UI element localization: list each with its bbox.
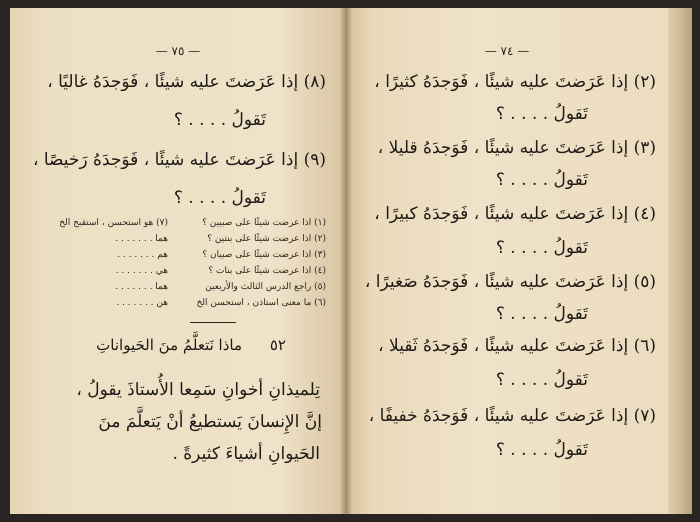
exercise-answer-line: تَقولُ . . . . ؟ <box>495 104 588 124</box>
exercise-answer-line: تَقولُ . . . . ؟ <box>495 170 588 190</box>
exercise-answer-line: تَقولُ . . . . ؟ <box>495 304 588 324</box>
table-question: (٦) ما معنى استاذن ، استحسن الخ <box>196 298 326 308</box>
exercise-line: (٦) إذا عَرَضتَ عليه شيئًا ، فَوَجدَهُ ثَقيلا ، <box>378 336 656 356</box>
exercise-line: (٤) إذا عَرَضتَ عليه شيئًا ، فَوَجدَهُ كبيرًا ، <box>374 204 656 224</box>
table-question: (٣) اذا عرضت شيئًا على صبيان ؟ <box>202 250 326 260</box>
table-answer: هي . . . . . . . <box>115 266 168 276</box>
table-answer: هما . . . . . . . <box>115 282 168 292</box>
table-question: (٥) راجع الدرس الثالث والأربعين <box>205 282 326 292</box>
exercise-line: (٣) إذا عَرَضتَ عليه شيئًا ، فَوَجدَهُ قليلا ، <box>377 138 656 158</box>
book-spine <box>340 8 352 514</box>
paragraph-line: الحَيوانِ أشياءَ كثيرةً . <box>172 444 320 464</box>
exercise-line: (٧) إذا عَرَضتَ عليه شيئًا ، فَوَجدَهُ خفيفًا ، <box>368 406 656 426</box>
exercise-line: (٥) إذا عَرَضتَ عليه شيئًا ، فَوَجدَهُ صَغيرًا ، <box>364 272 656 292</box>
table-answer: هم . . . . . . . <box>117 250 168 260</box>
paragraph-line: إنَّ الإِنسانَ يَستطيعُ أنْ يَتعلَّمَ منَ <box>98 412 322 432</box>
exercise-line: (٢) إذا عَرَضتَ عليه شيئًا ، فَوَجدَهُ كثيرًا ، <box>374 72 656 92</box>
book-edge <box>668 8 692 514</box>
exercise-table-row <box>26 282 326 296</box>
right-page <box>346 8 668 514</box>
table-answer: هما . . . . . . . <box>115 234 168 244</box>
lesson-number: ٥٢ <box>269 336 286 354</box>
left-page <box>10 8 346 514</box>
exercise-line: (٩) إذا عَرَضتَ عليه شيئًا ، فَوَجدَهُ رَخيصًا ، <box>32 150 326 170</box>
exercise-answer-line: تَقولُ . . . . ؟ <box>495 370 588 390</box>
table-answer: هن . . . . . . . <box>116 298 168 308</box>
table-answer: (٧) هو استحسن ، استقبح الخ <box>59 218 168 228</box>
table-question: (١) اذا عرضت شيئًا على صبيين ؟ <box>202 218 326 228</box>
exercise-table-row <box>26 234 326 248</box>
exercise-table-row <box>26 218 326 232</box>
lesson-title: ماذا نَتعلَّمُ منَ الحَيواناتِ <box>96 336 242 354</box>
section-divider <box>190 322 236 323</box>
page-number: — ٧٥ — <box>155 44 201 58</box>
exercise-answer-line: تَقولُ . . . . ؟ <box>495 440 588 460</box>
table-question: (٢) اذا عرضت شيئًا على بنتين ؟ <box>207 234 326 244</box>
exercise-answer-line: تَقولُ . . . . ؟ <box>495 238 588 258</box>
paragraph-line: تِلميذانِ أخوانِ سَمِعا الأُستاذَ يقولُ ، <box>76 380 320 400</box>
page-number: — ٧٤ — <box>484 44 530 58</box>
exercise-table-row <box>26 266 326 280</box>
exercise-line: (٨) إذا عَرَضتَ عليه شيئًا ، فَوَجدَهُ غاليًا ، <box>47 72 326 92</box>
exercise-table-row <box>26 250 326 264</box>
exercise-answer-line: تَقولُ . . . . ؟ <box>173 110 266 130</box>
exercise-answer-line: تَقولُ . . . . ؟ <box>173 188 266 208</box>
table-question: (٤) اذا عرضت شيئًا على بنات ؟ <box>208 266 326 276</box>
exercise-table-row <box>26 298 326 312</box>
